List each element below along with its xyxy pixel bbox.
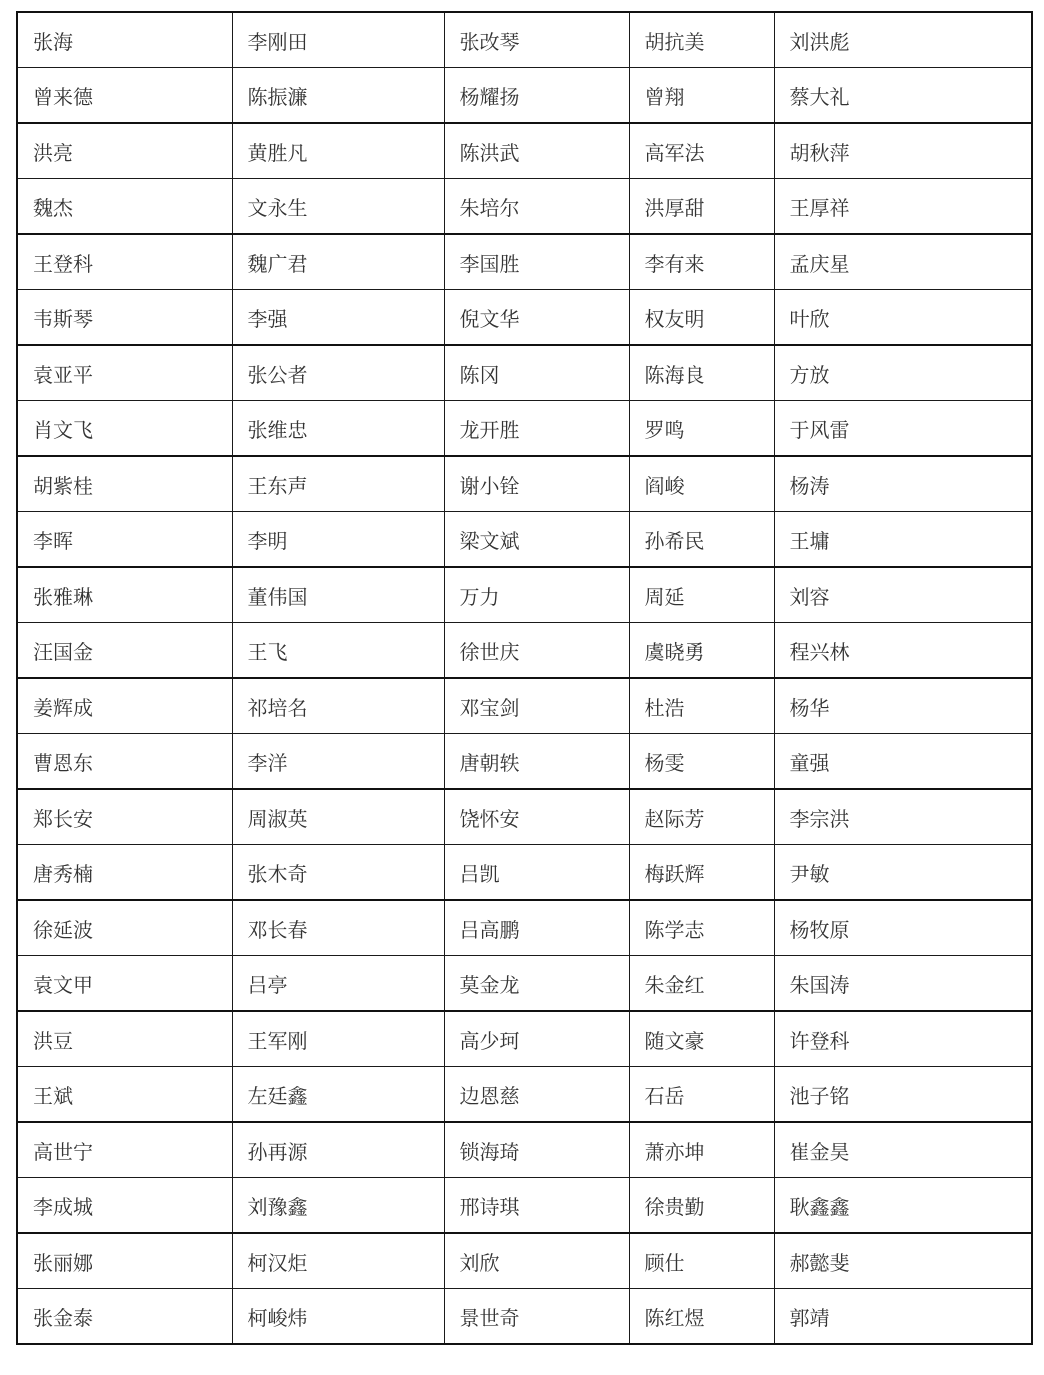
name-cell: 吕高鹏 xyxy=(444,900,629,956)
name-cell: 魏杰 xyxy=(17,179,232,235)
name-cell: 汪国金 xyxy=(17,623,232,679)
name-cell: 徐世庆 xyxy=(444,623,629,679)
name-cell: 邓宝剑 xyxy=(444,678,629,734)
table-row xyxy=(17,68,1032,124)
name-cell: 权友明 xyxy=(629,290,774,346)
name-cell: 随文豪 xyxy=(629,1011,774,1067)
table-row xyxy=(17,234,1032,290)
name-cell: 景世奇 xyxy=(444,1289,629,1345)
table-row xyxy=(17,456,1032,512)
name-cell: 吕亭 xyxy=(232,956,444,1012)
name-cell: 顾仕 xyxy=(629,1233,774,1289)
name-cell: 徐延波 xyxy=(17,900,232,956)
table-row xyxy=(17,1233,1032,1289)
name-cell: 杨雯 xyxy=(629,734,774,790)
name-cell: 高世宁 xyxy=(17,1122,232,1178)
table-row xyxy=(17,12,1032,68)
name-cell: 高军法 xyxy=(629,123,774,179)
name-cell: 池子铭 xyxy=(774,1067,1032,1123)
table-row xyxy=(17,678,1032,734)
name-cell: 刘豫鑫 xyxy=(232,1178,444,1234)
name-cell: 方放 xyxy=(774,345,1032,401)
name-cell: 梁文斌 xyxy=(444,512,629,568)
name-cell: 王斌 xyxy=(17,1067,232,1123)
name-cell: 王飞 xyxy=(232,623,444,679)
name-cell: 周延 xyxy=(629,567,774,623)
name-cell: 李洋 xyxy=(232,734,444,790)
name-cell: 陈海良 xyxy=(629,345,774,401)
name-cell: 杨耀扬 xyxy=(444,68,629,124)
name-cell: 谢小铨 xyxy=(444,456,629,512)
name-cell: 李刚田 xyxy=(232,12,444,68)
name-cell: 邢诗琪 xyxy=(444,1178,629,1234)
name-cell: 唐秀楠 xyxy=(17,845,232,901)
name-cell: 陈振濂 xyxy=(232,68,444,124)
name-cell: 萧亦坤 xyxy=(629,1122,774,1178)
name-cell: 王墉 xyxy=(774,512,1032,568)
name-cell: 杜浩 xyxy=(629,678,774,734)
name-cell: 吕凯 xyxy=(444,845,629,901)
name-cell: 倪文华 xyxy=(444,290,629,346)
name-cell: 饶怀安 xyxy=(444,789,629,845)
name-cell: 袁文甲 xyxy=(17,956,232,1012)
name-cell: 左廷鑫 xyxy=(232,1067,444,1123)
name-cell: 张公者 xyxy=(232,345,444,401)
name-cell: 杨涛 xyxy=(774,456,1032,512)
name-cell: 张丽娜 xyxy=(17,1233,232,1289)
name-cell: 王军刚 xyxy=(232,1011,444,1067)
name-cell: 李国胜 xyxy=(444,234,629,290)
table-row xyxy=(17,123,1032,179)
name-cell: 祁培名 xyxy=(232,678,444,734)
name-cell: 孟庆星 xyxy=(774,234,1032,290)
name-cell: 锁海琦 xyxy=(444,1122,629,1178)
name-cell: 孙希民 xyxy=(629,512,774,568)
name-cell: 董伟国 xyxy=(232,567,444,623)
name-cell: 周淑英 xyxy=(232,789,444,845)
table-row xyxy=(17,1178,1032,1234)
name-cell: 张木奇 xyxy=(232,845,444,901)
name-cell: 洪亮 xyxy=(17,123,232,179)
table-row xyxy=(17,1011,1032,1067)
name-cell: 郑长安 xyxy=(17,789,232,845)
table-row xyxy=(17,789,1032,845)
name-cell: 尹敏 xyxy=(774,845,1032,901)
names-table xyxy=(16,11,1033,1345)
name-cell: 郝懿斐 xyxy=(774,1233,1032,1289)
name-cell: 陈洪武 xyxy=(444,123,629,179)
table-row xyxy=(17,1067,1032,1123)
table-row xyxy=(17,956,1032,1012)
table-row xyxy=(17,512,1032,568)
name-cell: 陈冈 xyxy=(444,345,629,401)
name-cell: 柯峻炜 xyxy=(232,1289,444,1345)
table-row xyxy=(17,401,1032,457)
name-cell: 肖文飞 xyxy=(17,401,232,457)
name-cell: 洪厚甜 xyxy=(629,179,774,235)
name-cell: 洪豆 xyxy=(17,1011,232,1067)
name-cell: 刘洪彪 xyxy=(774,12,1032,68)
name-cell: 徐贵勤 xyxy=(629,1178,774,1234)
name-cell: 姜辉成 xyxy=(17,678,232,734)
name-cell: 刘欣 xyxy=(444,1233,629,1289)
name-cell: 胡抗美 xyxy=(629,12,774,68)
name-cell: 李宗洪 xyxy=(774,789,1032,845)
name-cell: 赵际芳 xyxy=(629,789,774,845)
table-row xyxy=(17,1122,1032,1178)
name-cell: 罗鸣 xyxy=(629,401,774,457)
name-cell: 李有来 xyxy=(629,234,774,290)
name-cell: 梅跃辉 xyxy=(629,845,774,901)
name-cell: 高少珂 xyxy=(444,1011,629,1067)
name-cell: 崔金昊 xyxy=(774,1122,1032,1178)
name-cell: 文永生 xyxy=(232,179,444,235)
name-cell: 朱金红 xyxy=(629,956,774,1012)
table-row xyxy=(17,900,1032,956)
name-cell: 边恩慈 xyxy=(444,1067,629,1123)
name-cell: 杨华 xyxy=(774,678,1032,734)
name-cell: 张维忠 xyxy=(232,401,444,457)
name-cell: 魏广君 xyxy=(232,234,444,290)
name-cell: 李强 xyxy=(232,290,444,346)
name-cell: 胡紫桂 xyxy=(17,456,232,512)
name-cell: 叶欣 xyxy=(774,290,1032,346)
name-cell: 李明 xyxy=(232,512,444,568)
name-cell: 王登科 xyxy=(17,234,232,290)
name-cell: 黄胜凡 xyxy=(232,123,444,179)
name-cell: 张海 xyxy=(17,12,232,68)
name-cell: 莫金龙 xyxy=(444,956,629,1012)
name-cell: 郭靖 xyxy=(774,1289,1032,1345)
name-cell: 张雅琳 xyxy=(17,567,232,623)
name-cell: 韦斯琴 xyxy=(17,290,232,346)
name-cell: 刘容 xyxy=(774,567,1032,623)
name-cell: 陈红煜 xyxy=(629,1289,774,1345)
table-row xyxy=(17,1289,1032,1345)
name-cell: 许登科 xyxy=(774,1011,1032,1067)
name-cell: 曹恩东 xyxy=(17,734,232,790)
name-cell: 袁亚平 xyxy=(17,345,232,401)
name-cell: 蔡大礼 xyxy=(774,68,1032,124)
table-row xyxy=(17,567,1032,623)
name-cell: 曾来德 xyxy=(17,68,232,124)
name-cell: 曾翔 xyxy=(629,68,774,124)
name-cell: 朱国涛 xyxy=(774,956,1032,1012)
name-cell: 胡秋萍 xyxy=(774,123,1032,179)
name-cell: 王东声 xyxy=(232,456,444,512)
name-cell: 李晖 xyxy=(17,512,232,568)
name-cell: 孙再源 xyxy=(232,1122,444,1178)
name-cell: 童强 xyxy=(774,734,1032,790)
name-cell: 龙开胜 xyxy=(444,401,629,457)
table-row xyxy=(17,179,1032,235)
name-cell: 李成城 xyxy=(17,1178,232,1234)
name-cell: 张金泰 xyxy=(17,1289,232,1345)
name-cell: 程兴林 xyxy=(774,623,1032,679)
name-cell: 于风雷 xyxy=(774,401,1032,457)
table-row xyxy=(17,290,1032,346)
name-cell: 阎峻 xyxy=(629,456,774,512)
table-row xyxy=(17,623,1032,679)
table-row xyxy=(17,734,1032,790)
name-cell: 朱培尔 xyxy=(444,179,629,235)
name-cell: 杨牧原 xyxy=(774,900,1032,956)
name-cell: 柯汉炬 xyxy=(232,1233,444,1289)
name-cell: 陈学志 xyxy=(629,900,774,956)
table-row xyxy=(17,345,1032,401)
name-cell: 石岳 xyxy=(629,1067,774,1123)
name-cell: 虞晓勇 xyxy=(629,623,774,679)
name-cell: 王厚祥 xyxy=(774,179,1032,235)
name-cell: 耿鑫鑫 xyxy=(774,1178,1032,1234)
table-row xyxy=(17,845,1032,901)
name-cell: 唐朝轶 xyxy=(444,734,629,790)
name-cell: 张改琴 xyxy=(444,12,629,68)
name-cell: 万力 xyxy=(444,567,629,623)
names-table-body xyxy=(17,12,1032,1344)
name-cell: 邓长春 xyxy=(232,900,444,956)
